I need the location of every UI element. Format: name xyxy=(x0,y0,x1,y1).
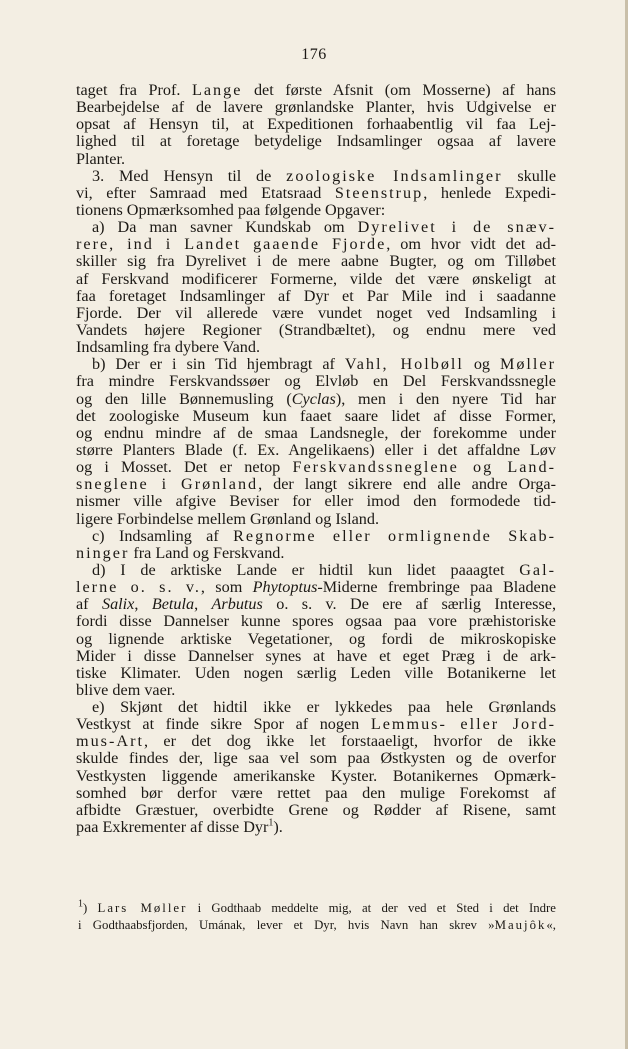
text-run: fordi disse Dannelser kunne spores ogsaa paa vore præhistoriske xyxy=(76,612,556,631)
text-line xyxy=(76,82,556,99)
text-run: og i Mosset. Det er netop xyxy=(76,458,293,477)
text-line xyxy=(76,202,556,219)
spaced-emphasis: Maujôk xyxy=(494,918,547,932)
text-run: e) Skjønt det hidtil ikke er lykkedes paa hele Grønlands xyxy=(92,698,556,717)
text-run: og endnu mindre af de smaa Landsnegle, der forekomme under xyxy=(76,423,556,442)
text-run: Vestkysten liggende amerikanske Kyster. Botanikernes Opmærk- xyxy=(76,766,556,785)
text-line xyxy=(76,168,556,185)
text-run: , er det dog ikke let forstaaeligt, hvorfor de ikke xyxy=(143,732,556,751)
text-line xyxy=(76,528,556,545)
text-line xyxy=(76,802,556,819)
text-run: og xyxy=(463,355,500,374)
text-line xyxy=(76,819,556,836)
text-run: i Godthaab meddelte mig, at der ved et Sted i det Indre xyxy=(187,901,556,915)
text-run: tionens Opmærksomhed paa følgende Opgaver: xyxy=(76,200,386,219)
text-run: skulde findes der, lige saa vel som paa Østkysten og de overfor xyxy=(76,749,556,768)
text-run: , om hvor vidt det ad- xyxy=(386,235,557,254)
spaced-emphasis: Lars Møller xyxy=(97,901,188,915)
text-line xyxy=(76,596,556,613)
text-run: d) I de arktiske Lande er hidtil kun lidet paaagtet xyxy=(92,560,520,579)
text-line xyxy=(76,733,556,750)
italic-term: Phytoptus xyxy=(252,578,318,597)
text-line xyxy=(76,99,556,116)
text-run: , henlede Expedi- xyxy=(423,183,557,202)
text-run: blive dem vaer. xyxy=(76,680,176,699)
text-run: og lignende arktiske Vegetationer, og fordi de mikroskopiske xyxy=(76,629,556,648)
footnote-ref: 1 xyxy=(78,898,83,910)
text-line xyxy=(76,545,556,562)
text-run: -Miderne frembringe paa Bladene xyxy=(317,578,556,597)
spaced-emphasis: sneglene i Grønland xyxy=(76,475,259,494)
text-line xyxy=(76,322,556,339)
text-line xyxy=(76,288,556,305)
text-run: Vestkyst at finde sikre Spor af nogen xyxy=(76,715,371,734)
text-line xyxy=(76,271,556,288)
text-line xyxy=(76,768,556,785)
text-line xyxy=(76,716,556,733)
text-run: , der langt sikrere end alle andre Orga- xyxy=(258,475,556,494)
text-line xyxy=(76,236,556,253)
page-number: 176 xyxy=(301,46,327,63)
text-line xyxy=(76,511,556,528)
text-line xyxy=(76,562,556,579)
text-line xyxy=(76,133,556,150)
spaced-emphasis: Steenstrup xyxy=(334,183,424,202)
paragraph xyxy=(76,699,556,836)
text-run: tiske Klimater. Uden nogen særlig Leden ville Botanikerne let xyxy=(76,663,556,682)
text-run: , xyxy=(194,595,212,614)
text-run: skulle xyxy=(502,166,557,185)
spaced-emphasis: rere, ind i Landet gaaende Fjorde xyxy=(76,235,387,254)
paragraph xyxy=(76,219,556,356)
paragraph xyxy=(76,562,556,699)
spaced-emphasis: Lemmus- eller Jord- xyxy=(370,715,556,734)
text-run: 3. Med Hensyn til de xyxy=(92,166,287,185)
text-line xyxy=(76,391,556,408)
text-run: større Planters Blade (f. Ex. Angelikaens) eller i det affaldne Løv xyxy=(76,440,556,459)
text-line xyxy=(76,682,556,699)
spaced-emphasis: Lange xyxy=(191,81,243,99)
spaced-emphasis: Regnorme eller ormlignende Skab- xyxy=(233,526,556,545)
text-line xyxy=(76,613,556,630)
text-run: skiller sig fra Dyrelivet i de mere aabne Bugter, og om Tilløbet xyxy=(76,252,556,271)
spaced-emphasis: Møller xyxy=(499,355,556,374)
text-run: ), men i den nyere Tid har xyxy=(335,389,556,408)
text-run: og den lille Bønnemusling ( xyxy=(76,389,292,408)
text-run: af xyxy=(76,595,102,614)
text-run: i Godthaabsfjorden, Umának, lever et Dyr, hvis Navn han skrev » xyxy=(78,918,495,932)
text-run: opsat af Hensyn til, at Expeditionen forhaabentlig vil faa Lej- xyxy=(76,115,556,134)
spaced-emphasis: Dyrelivet i de snæv- xyxy=(357,218,556,237)
text-line xyxy=(76,579,556,596)
text-run: det zoologiske Museum kun faaet saare lidet af disse Former, xyxy=(76,406,556,425)
spaced-emphasis: ninger xyxy=(76,543,130,562)
text-line xyxy=(76,116,556,133)
text-line xyxy=(76,785,556,802)
text-run: , som xyxy=(200,578,253,597)
text-line xyxy=(76,493,556,510)
text-run: fra Land og Ferskvand. xyxy=(129,543,285,562)
text-run: «, xyxy=(546,918,556,932)
spaced-emphasis: Gal- xyxy=(519,560,556,579)
spaced-emphasis: Ferskvandssneglene og Land- xyxy=(292,458,556,477)
body-text xyxy=(76,82,556,836)
text-line xyxy=(76,750,556,767)
text-line xyxy=(76,253,556,270)
text-run: nismer ville afgive Beviser for eller imod den formodede tid- xyxy=(76,492,556,511)
text-run: o. s. v. De ere af særlig Interesse, xyxy=(262,595,556,614)
text-line xyxy=(76,476,556,493)
text-line xyxy=(76,459,556,476)
footnote xyxy=(78,900,556,934)
text-run: Fjorde. Der vil allerede være vundet noget ved Indsamling i xyxy=(76,303,556,322)
text-line xyxy=(76,373,556,390)
italic-term: Betula xyxy=(151,595,195,614)
text-line xyxy=(76,631,556,648)
text-run: faa foretaget Indsamlinger af Dyr et Par Mile ind i saadanne xyxy=(76,286,556,305)
text-run: , xyxy=(134,595,152,614)
paragraph xyxy=(76,528,556,562)
spaced-emphasis: lerne o. s. v. xyxy=(76,578,201,597)
text-run: ) xyxy=(83,901,98,915)
text-line xyxy=(76,151,556,168)
text-run: Mider i disse Dannelser synes at have et eget Præg i de ark- xyxy=(76,646,556,665)
spaced-emphasis: zoologiske Indsamlinger xyxy=(286,166,503,185)
text-run: c) Indsamling af xyxy=(92,526,234,545)
footnote-line xyxy=(78,900,556,917)
text-line xyxy=(76,185,556,202)
text-line xyxy=(76,356,556,373)
text-run: afbidte Græstuer, overbidte Grene og Rødder af Risene, samt xyxy=(76,800,556,819)
text-run: a) Da man savner Kundskab om xyxy=(92,218,358,237)
text-run: af Ferskvand modificerer Formerne, vilde det være ønskeligt at xyxy=(76,269,556,288)
text-run: lighed til at foretage betydelige Indsamlinger ogsaa af lavere xyxy=(76,132,556,151)
text-run: Planter. xyxy=(76,149,126,168)
paragraph xyxy=(76,356,556,527)
text-line xyxy=(76,425,556,442)
text-run: Indsamling fra dybere Vand. xyxy=(76,338,261,357)
text-run: ligere Forbindelse mellem Grønland og Island. xyxy=(76,509,379,528)
text-run: vi, efter Samraad med Etatsraad xyxy=(76,183,335,202)
text-run: Bearbejdelse af de lavere grønlandske Planter, hvis Udgivelse er xyxy=(76,98,556,117)
spaced-emphasis: Vahl, Holbøll xyxy=(344,355,464,374)
text-run: det første Afsnit (om Mosserne) af hans xyxy=(242,81,556,99)
text-run: paa Exkrementer af disse Dyr xyxy=(76,818,269,837)
text-run: fra mindre Ferskvandssøer og Elvløb en Del Ferskvandssnegle xyxy=(76,372,556,391)
text-run: b) Der er i sin Tid hjembragt af xyxy=(92,355,345,374)
text-line xyxy=(76,339,556,356)
italic-term: Cyclas xyxy=(291,389,336,408)
text-run: taget fra Prof. xyxy=(76,81,192,99)
spaced-emphasis: mus-Art xyxy=(76,732,144,751)
paragraph xyxy=(76,82,556,168)
text-line xyxy=(76,305,556,322)
footnote-line xyxy=(78,917,556,934)
italic-term: Salix xyxy=(101,595,135,614)
text-run: Vandets højere Regioner (Strandbæltet), og endnu mere ved xyxy=(76,320,556,339)
footnote-ref: 1 xyxy=(268,817,274,829)
text-line xyxy=(76,442,556,459)
text-line xyxy=(76,219,556,236)
italic-term: Arbutus xyxy=(211,595,263,614)
text-line xyxy=(76,648,556,665)
text-line xyxy=(76,699,556,716)
paragraph xyxy=(76,168,556,219)
text-line xyxy=(76,665,556,682)
text-run: somhed bør derfor være rettet paa den mulige Forekomst af xyxy=(76,783,556,802)
text-line xyxy=(76,408,556,425)
text-run: ). xyxy=(273,818,283,837)
